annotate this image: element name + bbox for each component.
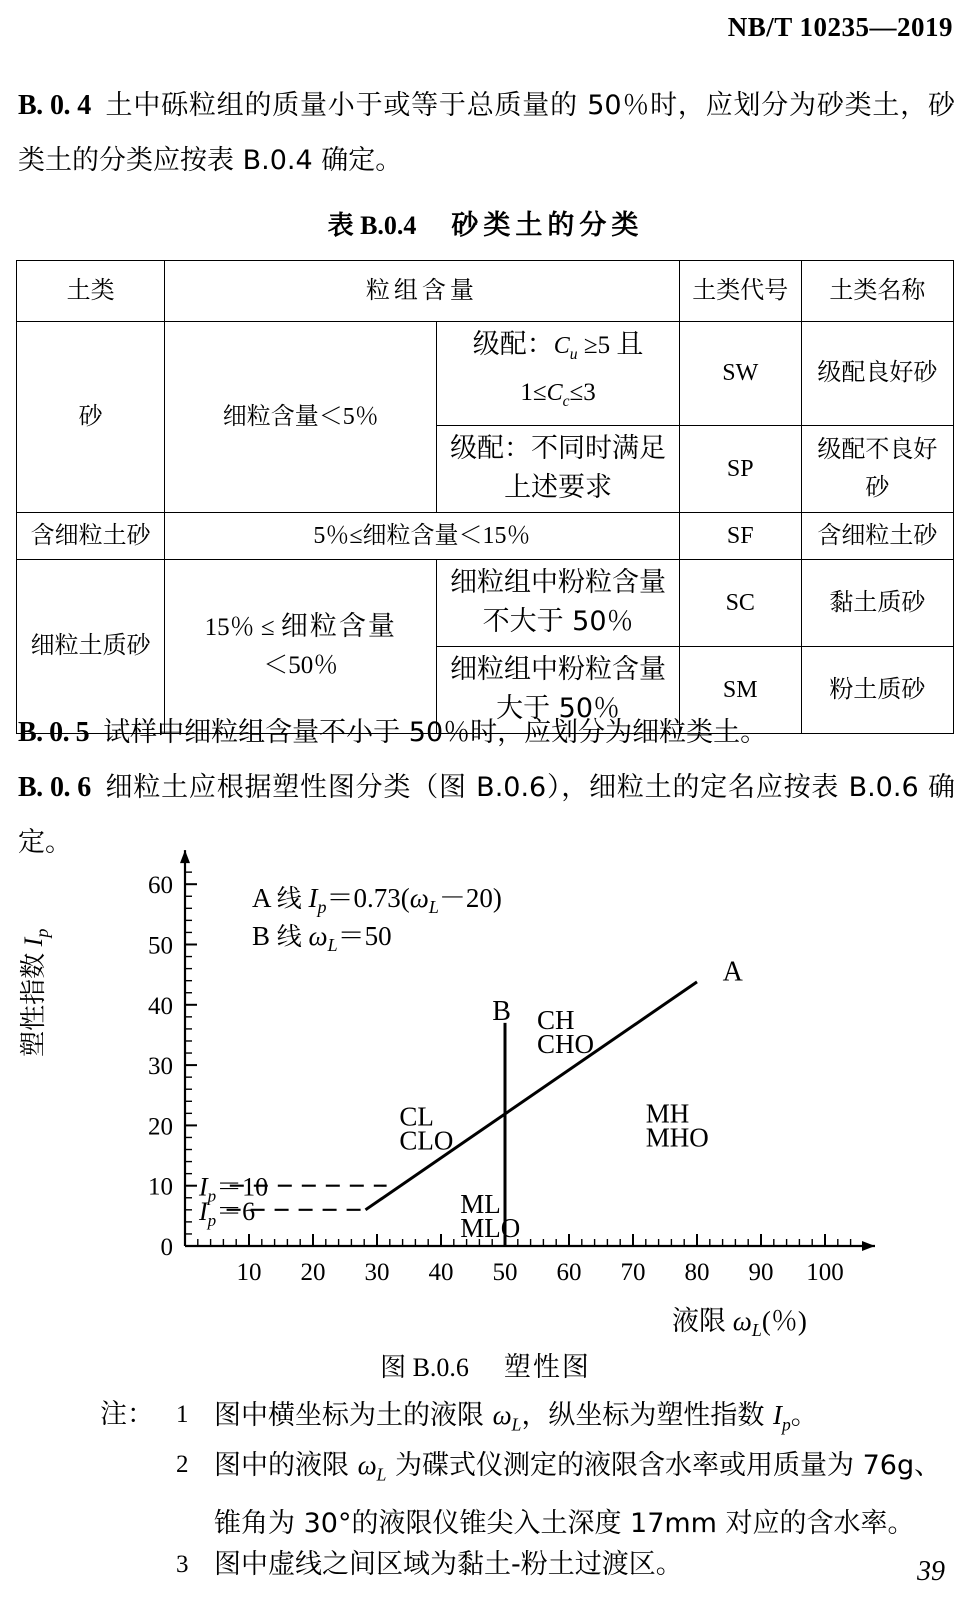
- clause-b-0-5-number: B. 0. 5: [18, 717, 90, 748]
- x-axis-tick-label: 100: [806, 1259, 844, 1286]
- note-index-2: 2: [176, 1451, 189, 1478]
- table-row: [17, 512, 954, 559]
- figure-notes: [0, 1390, 971, 1590]
- page-number: 39: [917, 1556, 945, 1587]
- clause-b-0-5: [18, 705, 955, 760]
- y-axis-tick-label: 60: [148, 872, 173, 900]
- x-axis-tick-label: 60: [556, 1259, 582, 1286]
- cell-content-sub-sw: 级配：$C_u \ge 5$ 且 $1\le C_c\le 3$: [437, 322, 679, 426]
- table-row: [17, 322, 954, 426]
- note-item-2: [0, 1440, 971, 1540]
- chart-line-label-a: A: [722, 956, 743, 988]
- x-axis-arrow: [862, 1241, 875, 1251]
- cell-name-sp: 级配不良好砂: [801, 425, 953, 512]
- chart-dashed-line-label-ip-10: $I_p=10$: [199, 1172, 269, 1206]
- cell-name-sm: 粉土质砂: [801, 646, 953, 733]
- clause-b-0-4-number: B. 0. 4: [18, 90, 91, 121]
- x-axis-tick-label: 30: [364, 1259, 390, 1286]
- chart-equation-a-line: A 线 $I_p=0.73(\omega_L-20)$: [252, 883, 502, 917]
- clause-b-0-6: [18, 760, 955, 870]
- cell-content-sub-sp: 级配：不同时满足 上述要求: [437, 425, 679, 512]
- note-item-1: [0, 1390, 971, 1440]
- clause-b-0-4: [18, 78, 955, 188]
- clause-b-0-6-number: B. 0. 6: [18, 772, 91, 803]
- figure-b-0-6-caption: [0, 1345, 971, 1384]
- figure-caption-prefix: 图 B.0.6: [380, 1353, 469, 1382]
- chart-zone-label-mho: MHO: [645, 1122, 709, 1153]
- y-axis-title: 塑性指数 $I_p$: [19, 928, 52, 1057]
- table-header-grain-content: 粒组含量: [165, 261, 680, 322]
- cell-soil-type-fine: 细粒土质砂: [17, 559, 165, 733]
- plasticity-chart: [0, 860, 971, 1340]
- table-caption-prefix: 表 B.0.4: [327, 211, 417, 240]
- clause-b-0-6-text: 细粒土应根据塑性图分类（图 B.0.6），细粒土的定名应按表 B.0.6 确定。: [18, 772, 955, 858]
- y-axis-tick-label: 50: [148, 932, 173, 960]
- x-axis-tick-label: 70: [620, 1259, 646, 1286]
- cell-soil-type-sand: 砂: [17, 322, 165, 513]
- chart-dashed-line-label-ip-6: $I_p=6$: [199, 1196, 256, 1230]
- x-axis-tick-label: 80: [684, 1259, 710, 1286]
- note-index-3: 3: [176, 1551, 189, 1578]
- y-axis-tick-label: 30: [148, 1053, 173, 1081]
- cell-name-sf: 含细粒土砂: [801, 512, 953, 559]
- note-item-3: [0, 1540, 971, 1590]
- cell-name-sc: 黏土质砂: [801, 559, 953, 646]
- note-text-3: 图中虚线之间区域为黏土-粉土过渡区。: [214, 1549, 683, 1580]
- x-axis-tick-label: 90: [748, 1259, 774, 1286]
- table-header-name: 土类名称: [801, 261, 953, 322]
- chart-zone-label-cho: CHO: [537, 1028, 595, 1059]
- table-caption-title: 砂类土的分类: [451, 210, 644, 241]
- y-axis-tick-label: 40: [148, 992, 173, 1020]
- chart-zone-label-clo: CLO: [399, 1125, 454, 1156]
- cell-code-sp: SP: [679, 425, 801, 512]
- table-header-soil-type: 土类: [17, 261, 165, 322]
- y-axis-tick-label: 20: [148, 1113, 173, 1141]
- x-axis-tick-label: 50: [492, 1259, 518, 1286]
- chart-zone-label-ch: CH: [537, 1004, 575, 1035]
- figure-caption-title: 塑性图: [503, 1352, 591, 1383]
- chart-zone-label-ml: ML: [460, 1188, 501, 1219]
- x-axis-tick-label: 20: [300, 1259, 326, 1286]
- cell-soil-type-sf: 含细粒土砂: [17, 512, 165, 559]
- cell-code-sm: SM: [679, 646, 801, 733]
- table-row: [17, 559, 954, 646]
- chart-zone-label-mh: MH: [645, 1098, 690, 1129]
- y-axis-tick-label: 0: [160, 1234, 173, 1261]
- chart-zone-label-mlo: MLO: [460, 1212, 521, 1243]
- x-axis-title: 液限 $\omega_L$(％): [672, 1306, 807, 1340]
- cell-code-sc: SC: [679, 559, 801, 646]
- cell-content-main-sf: 5％≤细粒含量＜15％: [165, 512, 680, 559]
- note-text-2-cont: 锥角为 30°的液限仪锥尖入土深度 17mm 对应的含水率。: [214, 1508, 915, 1540]
- notes-label: 注：: [100, 1399, 154, 1430]
- chart-line-label-b: B: [492, 995, 511, 1027]
- cell-name-sw: 级配良好砂: [801, 322, 953, 426]
- cell-content-main-sand: 细粒含量＜5％: [165, 322, 437, 513]
- table-b-0-4-caption: [0, 203, 971, 242]
- note-text-1: 图中横坐标为土的液限 $\omega_L$，纵坐标为塑性指数 $I_p$。: [214, 1400, 818, 1435]
- cell-code-sf: SF: [679, 512, 801, 559]
- table-header-row: [17, 261, 954, 322]
- cell-content-sub-sc: 细粒组中粉粒含量 不大于 50％: [437, 559, 679, 646]
- chart-zone-label-cl: CL: [399, 1101, 434, 1132]
- chart-equation-b-line: B 线 $\omega_L=50$: [252, 921, 392, 955]
- note-index-1: 1: [176, 1401, 189, 1428]
- x-axis-tick-label: 40: [428, 1259, 454, 1286]
- x-axis-tick-label: 10: [236, 1259, 262, 1286]
- table-b-0-4: [16, 260, 954, 734]
- clause-b-0-5-text: 试样中细粒组含量不小于 50％时，应划分为细粒类土。: [103, 717, 768, 748]
- cell-content-sub-sm: 细粒组中粉粒含量 大于 50％: [437, 646, 679, 733]
- clause-b-0-4-text: 土中砾粒组的质量小于或等于总质量的 50％时，应划分为砂类土，砂类土的分类应按表 B.0.4 确定。: [18, 90, 955, 176]
- cell-content-main-fine: 15％ ≤ 细粒含量 ＜50％: [165, 559, 437, 733]
- table-header-code: 土类代号: [679, 261, 801, 322]
- plasticity-chart-svg: [0, 860, 971, 1340]
- note-text-2: 图中的液限 $\omega_L$ 为碟式仪测定的液限含水率或用质量为 76g、: [214, 1450, 942, 1485]
- chart-series-a: [365, 982, 697, 1210]
- cell-code-sw: SW: [679, 322, 801, 426]
- document-header-standard-id: NB/T 10235—2019: [727, 12, 953, 42]
- y-axis-tick-label: 10: [148, 1173, 173, 1201]
